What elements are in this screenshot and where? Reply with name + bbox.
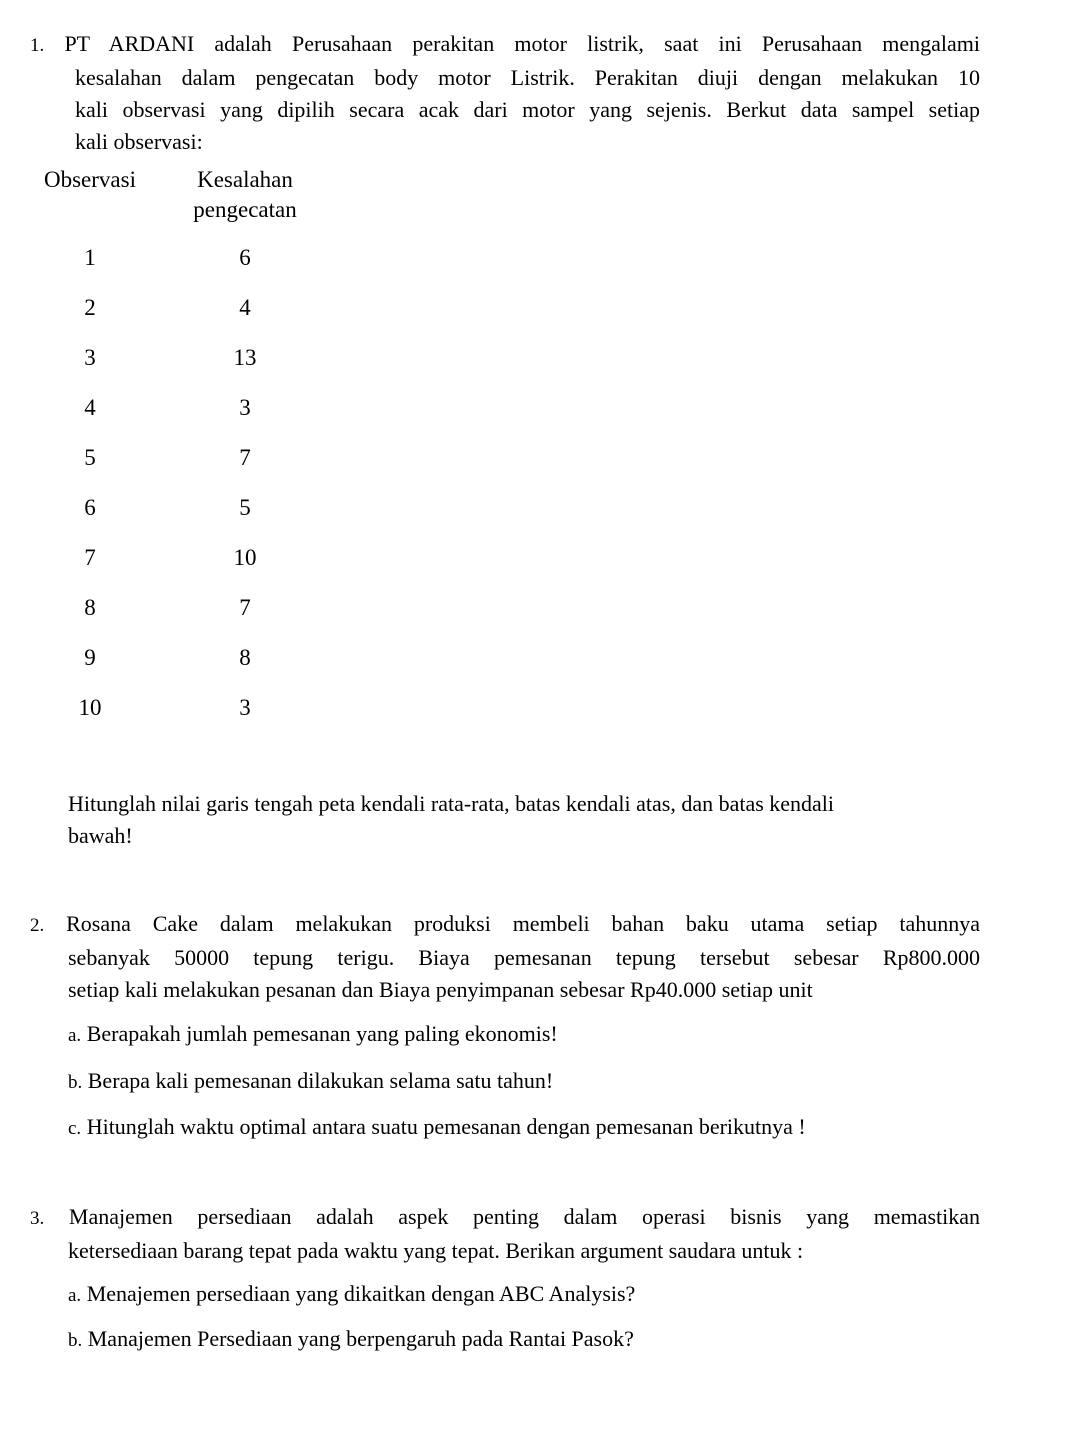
question-3-number: 3. <box>30 1208 45 1229</box>
table-row <box>30 383 370 433</box>
question-1-task-line: Hitunglah nilai garis tengah peta kendali rata-rata, batas kendali atas, dan batas kendali <box>68 791 835 816</box>
question-2-sub-a <box>68 1018 558 1052</box>
question-2-sub-b <box>68 1065 553 1099</box>
question-1-line: kali observasi yang dipilih secara acak dari motor yang sejenis. Berkut data sampel setiap <box>75 97 980 122</box>
kesalahan-cell: 8 <box>239 645 251 670</box>
question-3-line-text: Manajemen persediaan adalah aspek penting dalam operasi bisnis yang memastikan <box>68 1204 981 1229</box>
question-3-sub-b <box>68 1323 634 1357</box>
kesalahan-cell: 7 <box>239 595 251 620</box>
observasi-cell: 3 <box>84 345 96 370</box>
table-row <box>30 333 370 383</box>
sub-question-letter: c. <box>68 1118 82 1139</box>
sub-question-letter: a. <box>68 1025 82 1046</box>
sub-question-letter: b. <box>68 1072 83 1093</box>
observation-table <box>30 165 370 733</box>
table-row <box>30 483 370 533</box>
sub-question-text: Berapakah jumlah pemesanan yang paling ekonomis! <box>86 1021 558 1046</box>
sub-question-letter: b. <box>68 1330 83 1351</box>
question-3-sub-a <box>68 1278 635 1312</box>
table-row <box>30 533 370 583</box>
sub-question-text: Manajemen Persediaan yang berpengaruh pada Rantai Pasok? <box>87 1326 634 1351</box>
question-2-line: setiap kali melakukan pesanan dan Biaya penyimpanan sebesar Rp40.000 setiap unit <box>68 977 813 1002</box>
question-1-task-line: bawah! <box>68 823 133 848</box>
question-2-line: sebanyak 50000 tepung terigu. Biaya pemesanan tepung tersebut sebesar Rp800.000 <box>68 945 980 970</box>
sub-question-text: Berapa kali pemesanan dilakukan selama satu tahun! <box>87 1068 554 1093</box>
observasi-cell: 7 <box>84 545 96 570</box>
table-row <box>30 433 370 483</box>
question-1-task <box>68 788 980 852</box>
question-1-line-text: PT ARDANI adalah Perusahaan perakitan motor listrik, saat ini Perusahaan mengalami <box>64 31 980 56</box>
observasi-cell: 9 <box>84 645 96 670</box>
question-3-paragraph <box>30 1201 980 1267</box>
kesalahan-pengecatan-column-header <box>150 165 340 225</box>
observasi-cell: 8 <box>84 595 96 620</box>
question-2-sub-c <box>68 1111 806 1145</box>
sub-question-text: Hitunglah waktu optimal antara suatu pemesanan dengan pemesanan berikutnya ! <box>86 1114 806 1139</box>
table-row <box>30 683 370 733</box>
observasi-cell: 4 <box>84 395 96 420</box>
pengecatan-header-line: pengecatan <box>193 197 297 222</box>
observation-table-body <box>30 233 370 733</box>
kesalahan-cell: 3 <box>239 395 251 420</box>
kesalahan-cell: 13 <box>233 345 257 370</box>
question-2-line-text: Rosana Cake dalam melakukan produksi membeli bahan baku utama setiap tahunnya <box>66 911 980 936</box>
kesalahan-cell: 4 <box>239 295 251 320</box>
table-row <box>30 583 370 633</box>
observasi-cell: 5 <box>84 445 96 470</box>
observasi-column-header: Observasi <box>44 167 136 192</box>
question-2-paragraph <box>30 908 980 1006</box>
kesalahan-cell: 10 <box>233 545 257 570</box>
kesalahan-cell: 7 <box>239 445 251 470</box>
observasi-cell: 6 <box>84 495 96 520</box>
question-2-number: 2. <box>30 915 45 936</box>
table-row <box>30 283 370 333</box>
table-row <box>30 233 370 283</box>
table-row <box>30 633 370 683</box>
question-1-paragraph <box>30 28 980 158</box>
observasi-cell: 10 <box>78 695 102 720</box>
kesalahan-header-line: Kesalahan <box>197 167 293 192</box>
kesalahan-cell: 5 <box>239 495 251 520</box>
question-2-line <box>30 908 980 942</box>
observation-table-header <box>30 165 370 225</box>
question-1-number: 1. <box>30 35 45 56</box>
observasi-cell: 1 <box>84 245 96 270</box>
sub-question-text: Menajemen persediaan yang dikaitkan dengan ABC Analysis? <box>86 1281 636 1306</box>
question-1-line: kesalahan dalam pengecatan body motor Listrik. Perakitan diuji dengan melakukan 10 <box>75 65 980 90</box>
question-3-line <box>30 1201 980 1235</box>
question-3-line: ketersediaan barang tepat pada waktu yang tepat. Berikan argument saudara untuk : <box>68 1238 804 1263</box>
kesalahan-cell: 3 <box>239 695 251 720</box>
kesalahan-cell: 6 <box>239 245 251 270</box>
question-1-line <box>30 28 980 62</box>
question-1-line: kali observasi: <box>75 129 203 154</box>
observasi-cell: 2 <box>84 295 96 320</box>
sub-question-letter: a. <box>68 1285 82 1306</box>
